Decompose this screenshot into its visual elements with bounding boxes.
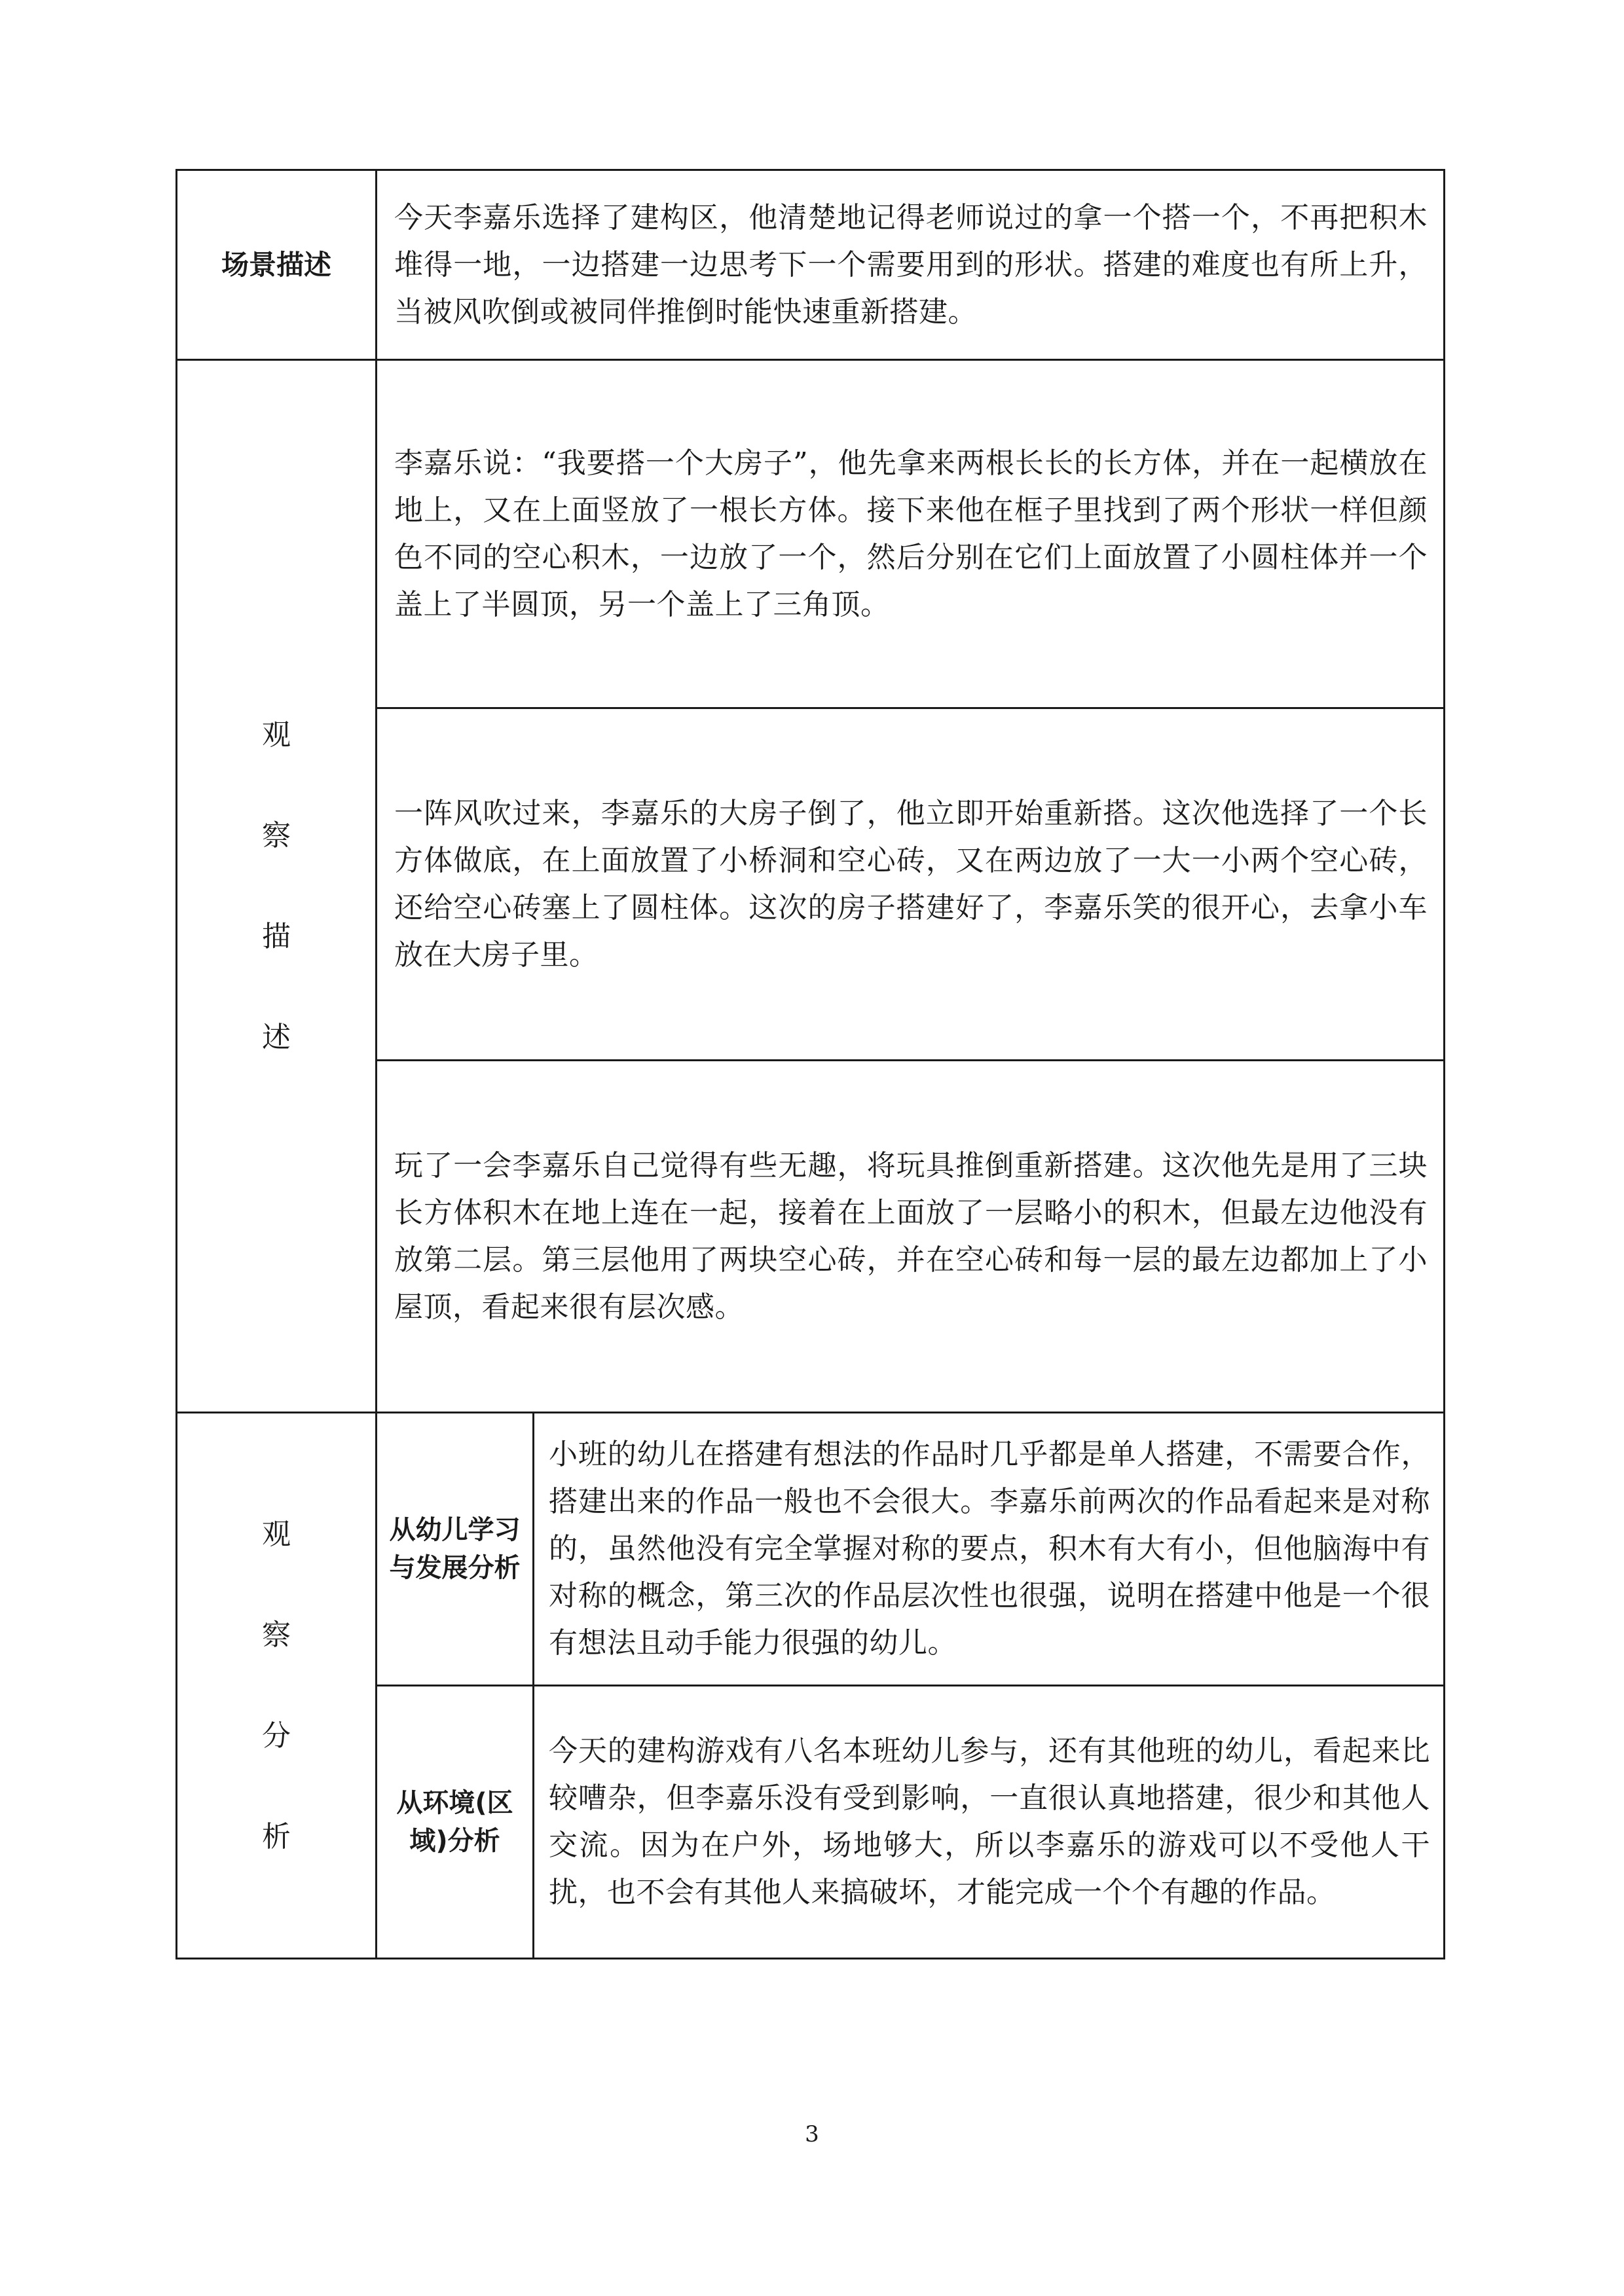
observation-paragraph: 李嘉乐说：“我要搭一个大房子”，他先拿来两根长长的长方体，并在一起横放在地上，又在上面竖放了一根长方体。接下来他在框子里找到了两个形状一样但颜色不同的空心积木，一边放了一个，然后分别在它们上面放置了小圆柱体并一个盖上了半圆顶，另一个盖上了三角顶。	[377, 360, 1445, 708]
analysis-label-char: 察	[262, 1618, 291, 1652]
analysis-sublabel-environment: 从环境(区域)分析	[377, 1686, 534, 1959]
analysis-row-1	[177, 1413, 1445, 1686]
scene-row	[177, 170, 1445, 360]
analysis-label-char: 观	[262, 1517, 291, 1551]
analysis-sublabel-learning: 从幼儿学习与发展分析	[377, 1413, 534, 1686]
scene-text: 今天李嘉乐选择了建构区，他清楚地记得老师说过的拿一个搭一个，不再把积木堆得一地，一边搭建一边思考下一个需要用到的形状。搭建的难度也有所上升，当被风吹倒或被同伴推倒时能快速重新搭建。	[377, 170, 1445, 360]
analysis-label-char: 析	[262, 1819, 291, 1853]
observation-row-1	[177, 360, 1445, 708]
observation-label	[177, 360, 377, 1413]
analysis-text-learning: 小班的幼儿在搭建有想法的作品时几乎都是单人搭建，不需要合作，搭建出来的作品一般也不会很大。李嘉乐前两次的作品看起来是对称的，虽然他没有完全掌握对称的要点，积木有大有小，但他脑海中有对称的概念，第三次的作品层次性也很强，说明在搭建中他是一个很有想法且动手能力很强的幼儿。	[534, 1413, 1445, 1686]
observation-label-char: 观	[262, 718, 291, 752]
observation-label-char: 述	[262, 1020, 291, 1054]
scene-label: 场景描述	[177, 170, 377, 360]
observation-paragraph: 一阵风吹过来，李嘉乐的大房子倒了，他立即开始重新搭。这次他选择了一个长方体做底，在上面放置了小桥洞和空心砖，又在两边放了一大一小两个空心砖，还给空心砖塞上了圆柱体。这次的房子搭建好了，李嘉乐笑的很开心，去拿小车放在大房子里。	[377, 708, 1445, 1061]
analysis-text-environment: 今天的建构游戏有八名本班幼儿参与，还有其他班的幼儿，看起来比较嘈杂，但李嘉乐没有受到影响，一直很认真地搭建，很少和其他人交流。因为在户外，场地够大，所以李嘉乐的游戏可以不受他人干扰，也不会有其他人来搞破坏，才能完成一个个有趣的作品。	[534, 1686, 1445, 1959]
page-number: 3	[805, 2121, 819, 2147]
observation-record-table	[175, 169, 1445, 1959]
analysis-label-char: 分	[262, 1719, 291, 1753]
observation-label-char: 察	[262, 818, 291, 852]
observation-paragraph: 玩了一会李嘉乐自己觉得有些无趣，将玩具推倒重新搭建。这次他先是用了三块长方体积木在地上连在一起，接着在上面放了一层略小的积木，但最左边他没有放第二层。第三层他用了两块空心砖，并在空心砖和每一层的最左边都加上了小屋顶，看起来很有层次感。	[377, 1061, 1445, 1413]
analysis-label	[177, 1413, 377, 1959]
observation-label-char: 描	[262, 919, 291, 953]
